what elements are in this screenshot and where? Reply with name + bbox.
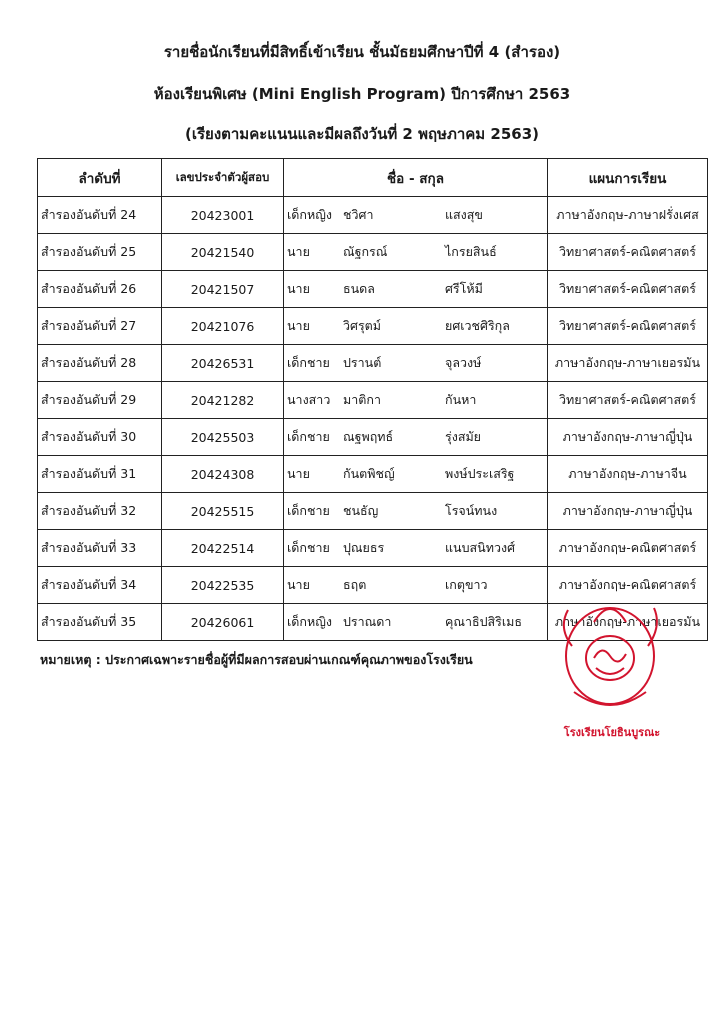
seal-flame-top: [594, 609, 626, 622]
first-name: ชวิศา: [343, 207, 374, 222]
cell-rank: สำรองอันดับที่ 35: [38, 604, 162, 641]
last-name: ยศเวชศิริกุล: [445, 318, 510, 333]
cell-full-name: [284, 530, 548, 567]
cell-full-name: [284, 308, 548, 345]
name-prefix: นาย: [287, 281, 310, 296]
footnote: หมายเหตุ : ประกาศเฉพาะรายชื่อผู้ที่มีผลการสอบผ่านเกณฑ์คุณภาพของโรงเรียน: [40, 652, 473, 667]
table-row: [38, 234, 708, 271]
reserve-list-table: [37, 158, 708, 641]
cell-study-plan: ภาษาอังกฤษ-ภาษาฝรั่งเศส: [548, 197, 708, 234]
cell-exam-id: 20425515: [162, 493, 284, 530]
cell-exam-id: 20421076: [162, 308, 284, 345]
table-row: [38, 382, 708, 419]
table-row: [38, 345, 708, 382]
cell-exam-id: 20423001: [162, 197, 284, 234]
table-row: [38, 419, 708, 456]
cell-full-name: [284, 604, 548, 641]
cell-full-name: [284, 456, 548, 493]
table-row: [38, 271, 708, 308]
column-header-exam-id: เลขประจำตัวผู้สอบ: [162, 159, 284, 197]
cell-full-name: [284, 493, 548, 530]
cell-study-plan: ภาษาอังกฤษ-ภาษาญี่ปุ่น: [548, 493, 708, 530]
cell-exam-id: 20422514: [162, 530, 284, 567]
column-header-rank: ลำดับที่: [38, 159, 162, 197]
first-name: ณฐพฤทธ์: [343, 429, 394, 444]
cell-study-plan: วิทยาศาสตร์-คณิตศาสตร์: [548, 271, 708, 308]
cell-full-name: [284, 567, 548, 604]
table-row: [38, 493, 708, 530]
cell-exam-id: 20421507: [162, 271, 284, 308]
cell-rank: สำรองอันดับที่ 28: [38, 345, 162, 382]
last-name: รุ่งสมัย: [445, 429, 482, 444]
cell-full-name: [284, 382, 548, 419]
cell-full-name: [284, 234, 548, 271]
first-name: ปรานต์: [343, 355, 382, 370]
last-name: จุลวงษ์: [445, 355, 482, 370]
seal-right-wing: [648, 608, 657, 646]
table-row: [38, 308, 708, 345]
column-header-study-plan: แผนการเรียน: [548, 159, 708, 197]
first-name: ณัฐกรณ์: [343, 244, 388, 259]
last-name: ศรีโห้มี: [445, 281, 483, 296]
cell-full-name: [284, 271, 548, 308]
cell-exam-id: 20425503: [162, 419, 284, 456]
first-name: ชนธัญ: [343, 503, 379, 518]
name-prefix: เด็กชาย: [287, 503, 330, 518]
cell-exam-id: 20426061: [162, 604, 284, 641]
seal-inner-mark-2: [596, 668, 624, 674]
seal-school-name: โรงเรียนโยธินบูรณะ: [563, 726, 661, 739]
first-name: มาติกา: [343, 392, 381, 407]
last-name: พงษ์ประเสริฐ: [445, 466, 515, 481]
name-prefix: นาย: [287, 318, 310, 333]
first-name: ปราณดา: [343, 614, 392, 629]
school-seal-stamp: [548, 596, 690, 746]
last-name: คุณาธิปสิริเมธ: [445, 614, 523, 629]
last-name: เกตุขาว: [445, 577, 488, 592]
name-prefix: เด็กหญิง: [287, 207, 332, 222]
name-prefix: นาย: [287, 577, 310, 592]
last-name: กันหา: [445, 392, 477, 407]
first-name: ธนดล: [343, 281, 375, 296]
title-line-1: รายชื่อนักเรียนที่มีสิทธิ์เข้าเรียน ชั้นมัธยมศึกษาปีที่ 4 (สำรอง): [163, 43, 561, 61]
cell-rank: สำรองอันดับที่ 30: [38, 419, 162, 456]
table-body: [38, 197, 708, 641]
cell-study-plan: ภาษาอังกฤษ-ภาษาเยอรมัน: [548, 604, 708, 641]
cell-rank: สำรองอันดับที่ 34: [38, 567, 162, 604]
cell-study-plan: วิทยาศาสตร์-คณิตศาสตร์: [548, 308, 708, 345]
cell-rank: สำรองอันดับที่ 29: [38, 382, 162, 419]
cell-rank: สำรองอันดับที่ 27: [38, 308, 162, 345]
cell-rank: สำรองอันดับที่ 24: [38, 197, 162, 234]
cell-study-plan: ภาษาอังกฤษ-ภาษาจีน: [548, 456, 708, 493]
cell-study-plan: ภาษาอังกฤษ-ภาษาญี่ปุ่น: [548, 419, 708, 456]
name-prefix: นาย: [287, 466, 310, 481]
column-header-name: ชื่อ - สกุล: [284, 159, 548, 197]
cell-exam-id: 20426531: [162, 345, 284, 382]
table-row: [38, 197, 708, 234]
name-prefix: เด็กชาย: [287, 355, 330, 370]
cell-exam-id: 20422535: [162, 567, 284, 604]
first-name: กันตพิชญ์: [343, 466, 395, 481]
last-name: แสงสุข: [445, 207, 483, 222]
cell-study-plan: ภาษาอังกฤษ-คณิตศาสตร์: [548, 567, 708, 604]
cell-study-plan: ภาษาอังกฤษ-ภาษาเยอรมัน: [548, 345, 708, 382]
cell-study-plan: วิทยาศาสตร์-คณิตศาสตร์: [548, 234, 708, 271]
name-prefix: เด็กหญิง: [287, 614, 332, 629]
table-header-row: [38, 159, 708, 197]
cell-rank: สำรองอันดับที่ 33: [38, 530, 162, 567]
seal-left-wing: [564, 610, 572, 646]
title-line-3: (เรียงตามคะแนนและมีผลถึงวันที่ 2 พฤษภาคม 2563): [184, 125, 540, 143]
seal-inner-mark: [594, 650, 626, 661]
first-name: วิศรุตม์: [343, 318, 382, 333]
table-row: [38, 530, 708, 567]
last-name: ไกรยสินธ์: [445, 244, 497, 259]
cell-rank: สำรองอันดับที่ 25: [38, 234, 162, 271]
cell-rank: สำรองอันดับที่ 31: [38, 456, 162, 493]
cell-full-name: [284, 345, 548, 382]
cell-study-plan: วิทยาศาสตร์-คณิตศาสตร์: [548, 382, 708, 419]
first-name: ธฤต: [343, 577, 367, 592]
name-prefix: นางสาว: [287, 392, 331, 407]
title-line-2: ห้องเรียนพิเศษ (Mini English Program) ปีการศึกษา 2563: [153, 85, 571, 103]
name-prefix: นาย: [287, 244, 310, 259]
cell-exam-id: 20421540: [162, 234, 284, 271]
last-name: แนบสนิทวงศ์: [445, 540, 516, 555]
cell-full-name: [284, 419, 548, 456]
last-name: โรจน์ทนง: [445, 503, 498, 518]
cell-study-plan: ภาษาอังกฤษ-คณิตศาสตร์: [548, 530, 708, 567]
cell-exam-id: 20421282: [162, 382, 284, 419]
table-row: [38, 456, 708, 493]
cell-exam-id: 20424308: [162, 456, 284, 493]
first-name: ปุณยธร: [343, 540, 385, 555]
cell-rank: สำรองอันดับที่ 26: [38, 271, 162, 308]
name-prefix: เด็กชาย: [287, 540, 330, 555]
cell-rank: สำรองอันดับที่ 32: [38, 493, 162, 530]
cell-full-name: [284, 197, 548, 234]
name-prefix: เด็กชาย: [287, 429, 330, 444]
